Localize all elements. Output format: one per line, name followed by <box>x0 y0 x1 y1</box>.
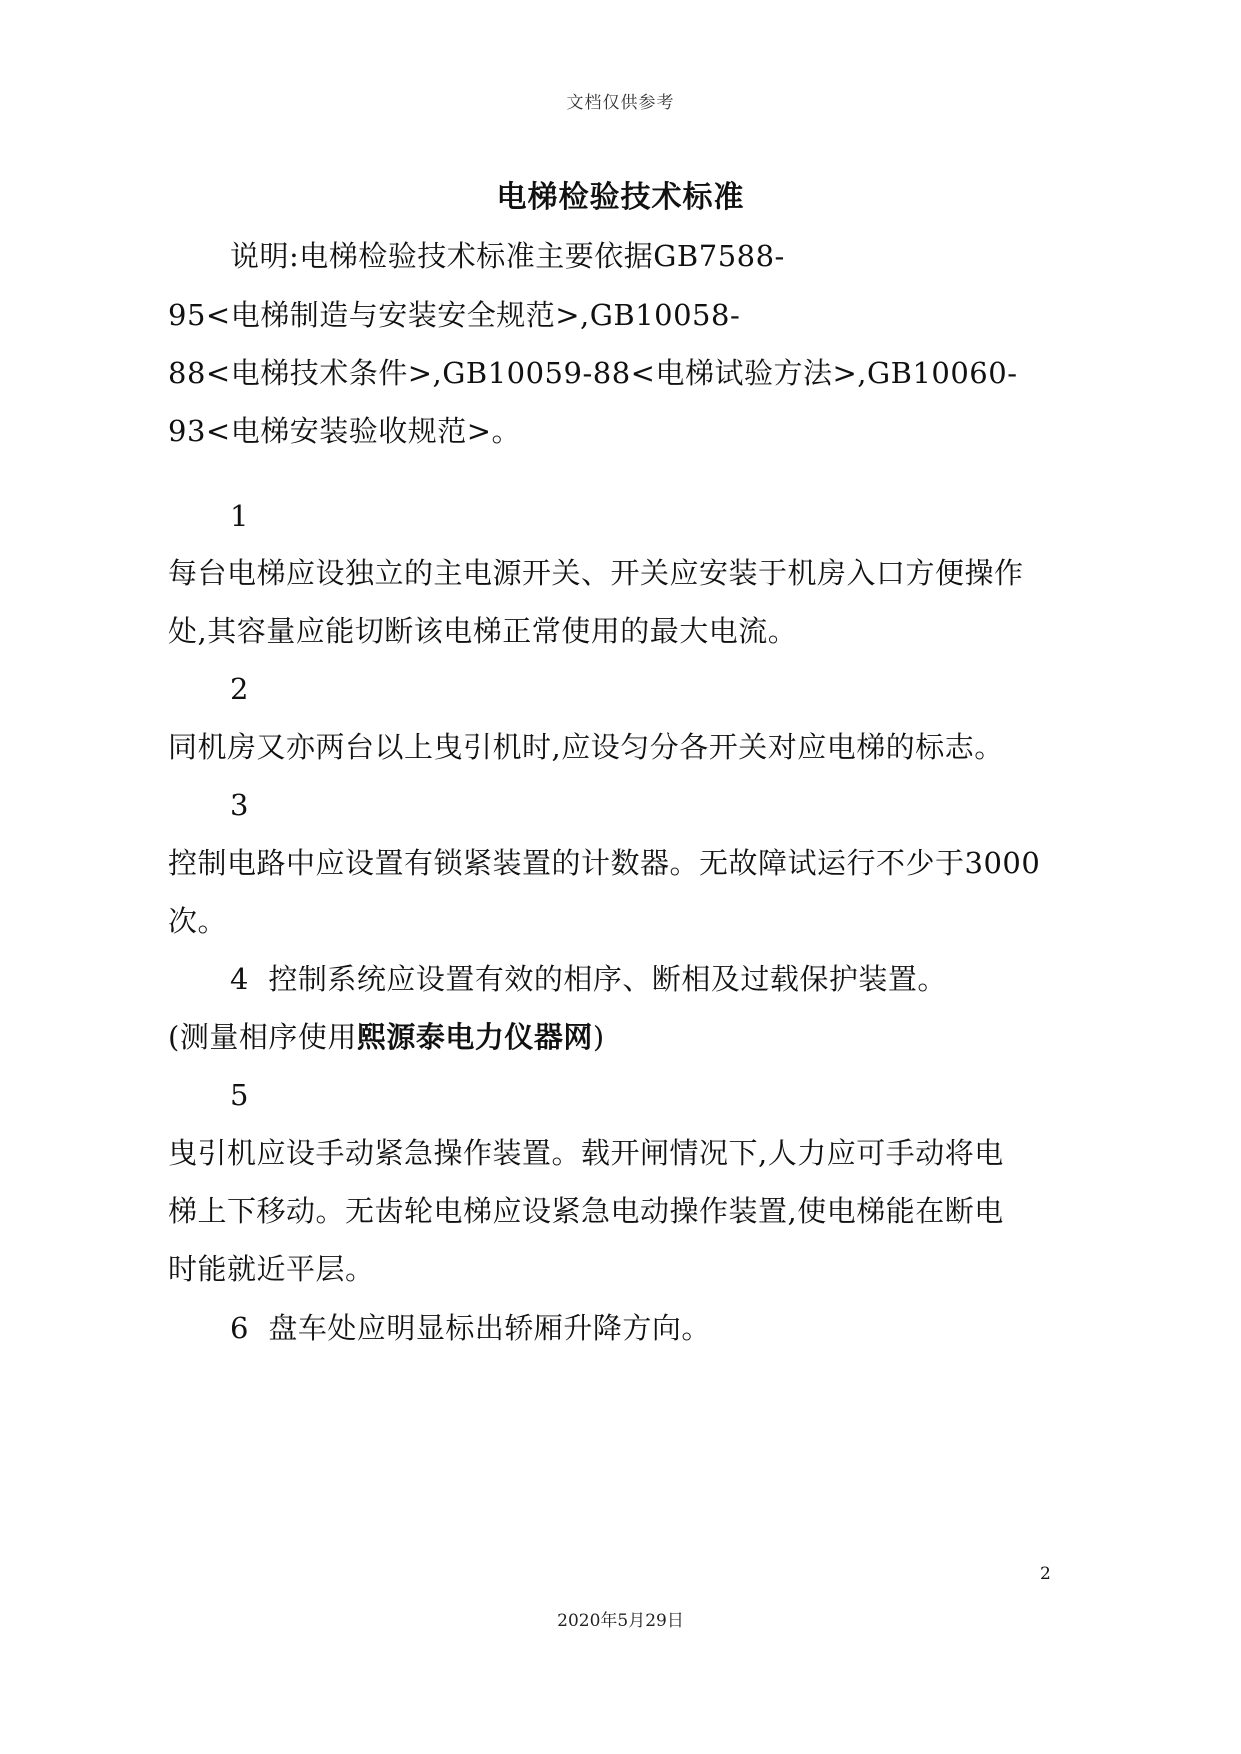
item-6-text: 盘车处应明显标出轿厢升降方向。 <box>268 1311 711 1345</box>
item-4-text: 控制系统应设置有效的相序、断相及过载保护装置。 <box>268 962 947 996</box>
item-5-line-1: 曳引机应设手动紧急操作装置。载开闸情况下,人力应可手动将电 <box>168 1136 1004 1170</box>
item-3-line-1: 控制电路中应设置有锁紧装置的计数器。无故障试运行不少于3000 <box>168 846 1041 880</box>
intro-line-3: 88<电梯技术条件>,GB10059-88<电梯试验方法>,GB10060- <box>168 356 1018 390</box>
item-4-note-prefix: (测量相序使用 <box>168 1020 357 1054</box>
item-2-number: 2 <box>230 672 249 706</box>
intro-line-2: 95<电梯制造与安装安全规范>,GB10058- <box>168 298 741 332</box>
item-4 <box>230 959 947 999</box>
item-4-note-suffix: ) <box>592 1020 605 1054</box>
page-number: 2 <box>1040 1564 1051 1584</box>
item-1-line-1: 每台电梯应设独立的主电源开关、开关应安装于机房入口方便操作 <box>168 556 1024 590</box>
item-4-note <box>168 1017 605 1057</box>
item-5-number: 5 <box>230 1078 249 1112</box>
document-title: 电梯检验技术标准 <box>496 180 745 215</box>
item-5-line-2: 梯上下移动。无齿轮电梯应设紧急电动操作装置,使电梯能在断电 <box>168 1194 1004 1228</box>
intro-line-4: 93<电梯安装验收规范>。 <box>168 414 521 448</box>
item-3-line-2: 次。 <box>168 904 228 938</box>
intro-line-1: 说明:电梯检验技术标准主要依据GB7588- <box>230 239 785 273</box>
item-6 <box>230 1308 711 1348</box>
item-5-line-3: 时能就近平层。 <box>168 1252 375 1286</box>
item-1-line-2: 处,其容量应能切断该电梯正常使用的最大电流。 <box>168 614 798 648</box>
item-6-number: 6 <box>230 1311 249 1345</box>
item-1-number: 1 <box>230 499 249 533</box>
item-4-number: 4 <box>230 962 249 996</box>
item-3-number: 3 <box>230 788 249 822</box>
item-2-line-1: 同机房又亦两台以上曳引机时,应设匀分各开关对应电梯的标志。 <box>168 730 1004 764</box>
brand-name: 熙源泰电力仪器网 <box>356 1020 593 1054</box>
page-header: 文档仅供参考 <box>566 93 675 113</box>
page-footer-date: 2020年5月29日 <box>557 1611 684 1631</box>
